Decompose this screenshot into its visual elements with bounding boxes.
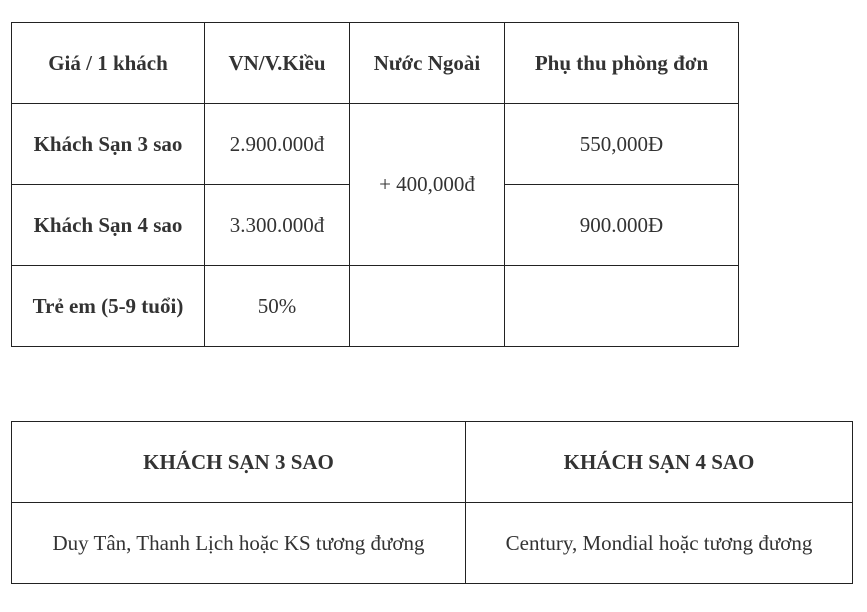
hotels-3-star: Duy Tân, Thanh Lịch hoặc KS tương đương xyxy=(12,503,466,584)
header-vn-overseas: VN/V.Kiều xyxy=(205,23,350,104)
single-surcharge-children xyxy=(505,266,739,347)
vn-price-4-star: 3.300.000đ xyxy=(205,185,350,266)
header-price-per-guest: Giá / 1 khách xyxy=(12,23,205,104)
single-surcharge-3-star: 550,000Đ xyxy=(505,104,739,185)
vn-price-3-star: 2.900.000đ xyxy=(205,104,350,185)
hotel-names-row xyxy=(12,503,853,584)
price-table xyxy=(11,22,739,347)
header-foreigner: Nước Ngoài xyxy=(350,23,505,104)
hotel-table xyxy=(11,421,853,584)
foreign-children-empty xyxy=(350,266,505,347)
row-label-3-star: Khách Sạn 3 sao xyxy=(12,104,205,185)
single-surcharge-4-star: 900.000Đ xyxy=(505,185,739,266)
header-single-room-surcharge: Phụ thu phòng đơn xyxy=(505,23,739,104)
header-4-star-hotel: KHÁCH SẠN 4 SAO xyxy=(466,422,853,503)
hotels-4-star: Century, Mondial hoặc tương đương xyxy=(466,503,853,584)
row-label-children: Trẻ em (5-9 tuổi) xyxy=(12,266,205,347)
vn-price-children: 50% xyxy=(205,266,350,347)
price-header-row xyxy=(12,23,739,104)
foreign-surcharge: + 400,000đ xyxy=(350,104,505,266)
row-label-4-star: Khách Sạn 4 sao xyxy=(12,185,205,266)
price-row-3-star xyxy=(12,104,739,185)
header-3-star-hotel: KHÁCH SẠN 3 SAO xyxy=(12,422,466,503)
hotel-header-row xyxy=(12,422,853,503)
price-row-children xyxy=(12,266,739,347)
